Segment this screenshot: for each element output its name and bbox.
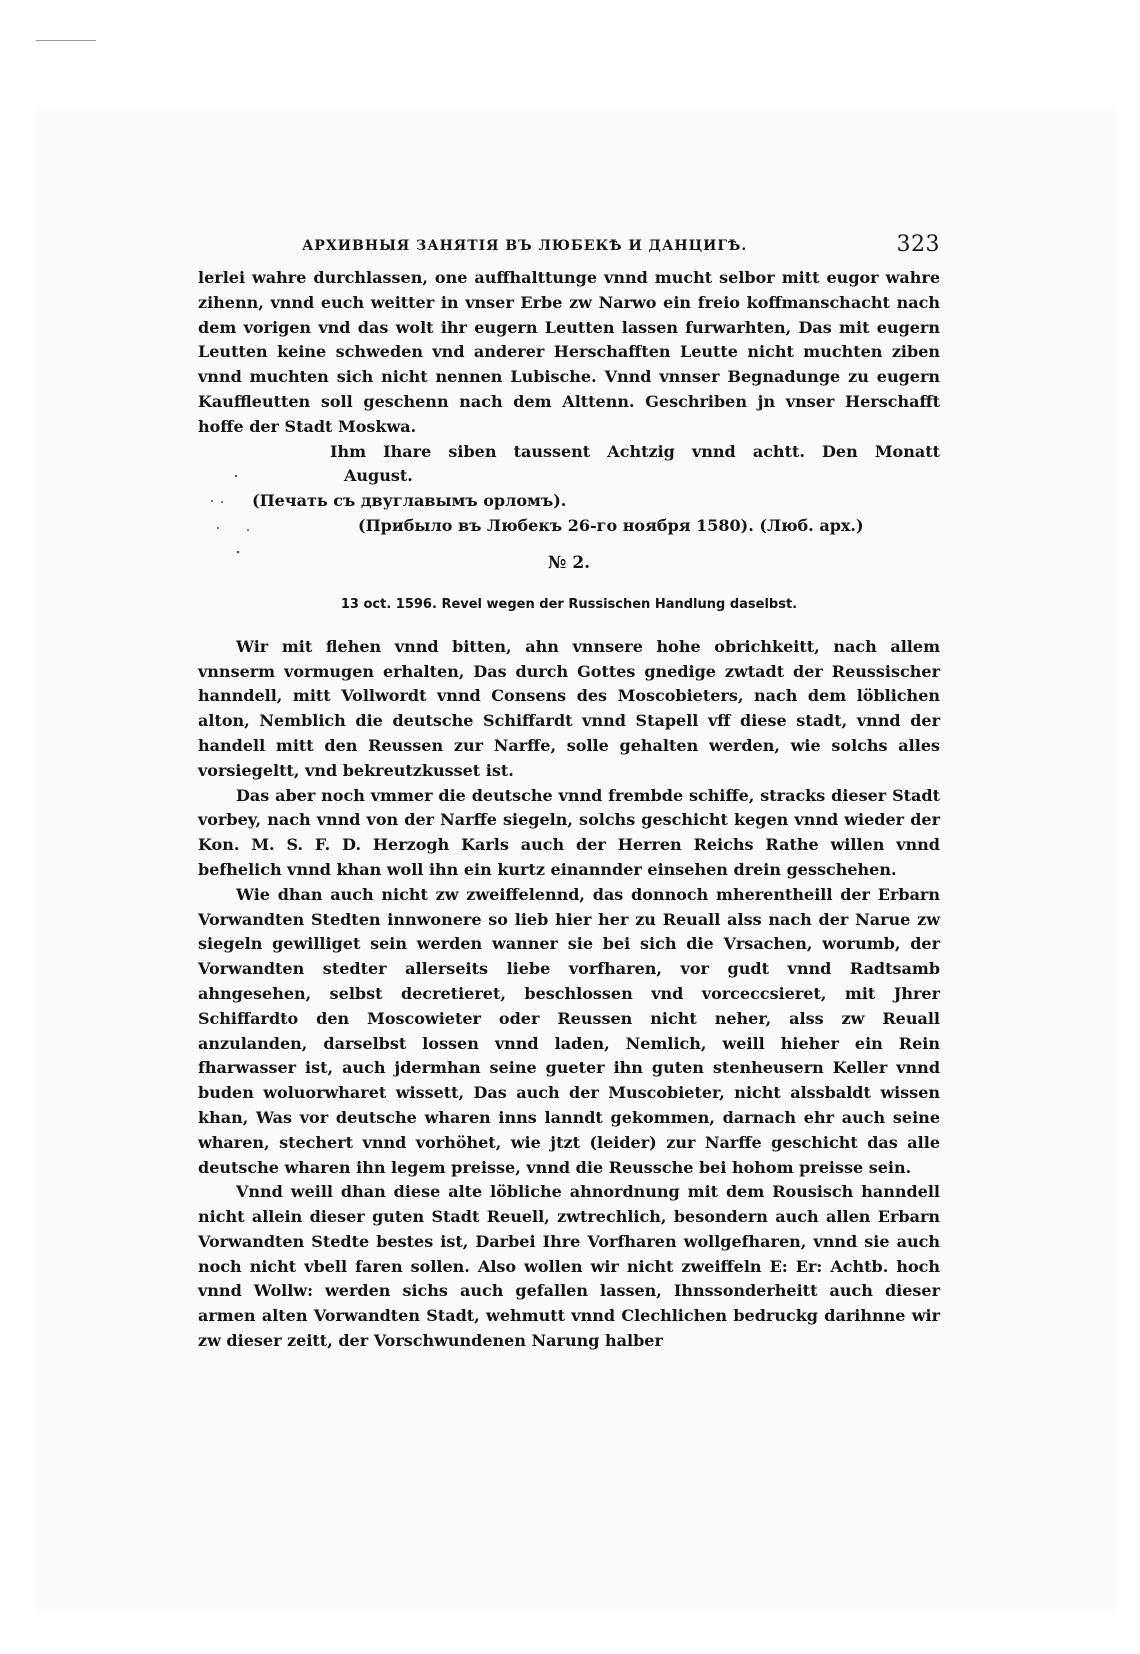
document-1 [198, 266, 940, 539]
document-2 [198, 551, 940, 1354]
running-head [198, 232, 940, 262]
document-heading: 13 oct. 1596. Revel wegen der Russischen Handlung daselbst. [340, 596, 798, 612]
date-line: Ihm Ihare siben taussent Achtzig vnnd achtt. Den Monatt [330, 441, 940, 461]
document-number: № 2. [547, 552, 591, 573]
paragraph: Das aber noch vmmer die deutsche vnnd frembde schiffe, stracks dieser Stadt vorbey, nach vnnd von der Narffe siegeln, solchs geschicht kegen vnnd wieder der Kon. M. S. F. D. Herzogh Karls auch der Herren Reichs Rathe willen vnnd befhelich vnnd khan woll ihn ein kurtz einannder einsehen drein gesschehen. [198, 785, 940, 879]
paragraph: Vnnd weill dhan diese alte löbliche ahnordnung mit dem Rousisch hanndell nicht allein dieser guten Stadt Reuell, zwtrechlich, besondern auch allen Erbarn Vorwandten Stedte bestes ist, Darbei Ihre Vorfharen wollgefharen, vnnd sie auch noch nicht vbell faren sollen. Also wollen wir nicht zweiffeln E: Er: Achtb. hoch vnnd Wollw: werden sichs auch gefallen lassen, Ihnssonderheitt auch dieser armen alten Vorwandten Stadt, wehmutt vnnd Clechlichen bedruckg darihnne wir zw dieser zeitt, der Vorschwundenen Narung halber [198, 1182, 940, 1351]
paragraph: Wie dhan auch nicht zw zweiffelennd, das donnoch mherentheill der Erbarn Vorwandten Stedten innwonere so lieb hier her zu Reuall alss nach der Narue zw siegeln gewilliget sein werden wanner sie bei sich die Vrsachen, worumb, der Vorwandten stedter allerseits liebe vorfharen, vor gudt vnnd Radtsamb ahngesehen, selbst decretieret, beschlossen vnd vorceccsieret, mit Jhrer Schiffardto den Moscowieter oder Reussen nicht neher, alss zw Reuall anzulanden, darselbst lossen vnnd laden, Nemlich, weill hieher ein Rein fharwasser ist, auch jdermhan seine gueter ihn guten stenheusern Keller vnnd buden woluorwharet wissett, Das auch der Muscobieter, nicht alssbaldt wissen khan, Was vor deutsche wharen inns lanndt gekommen, darnach ehr auch seine wharen, stechert vnnd vorhöhet, wie jtzt (leider) zur Narffe geschicht das alle deutsche wharen ihn legem preisse, vnnd die Reussche bei hohom preisse sein. [198, 884, 940, 1177]
arrival-note: (Прибыло въ Любекъ 26-го ноября 1580). (Люб. арх.) [358, 515, 864, 535]
paragraph: Wir mit flehen vnnd bitten, ahn vnnsere hohe obrichkeitt, nach allem vnnserm vormugen erhalten, Das durch Gottes gnedige zwtadt der Reussischer hanndell, mitt Vollwordt vnnd Consens des Moscobieters, nach dem löblichen alton, Nemblich die deutsche Schiffardt vnnd Stapell vff diese stadt, vnnd der handell mitt den Reussen zur Narffe, solle gehalten werden, wie solchs alles vorsiegeltt, vnd bekreutzkusset ist. [198, 636, 940, 780]
document-1-text: lerlei wahre durchlassen, one auffhalttunge vnnd mucht selbor mitt eugor wahre zihenn, vnnd euch weitter in vnser Erbe zw Narwo ein freio koffmanschacht nach dem vorigen vnd das wolt ihr eugern Leutten lassen furwarhten, Das mit eugern Leutten keine schweden vnd anderer Herschafften Leutte nicht muchten ziben vnnd muchten sich nicht nennen Lubische. Vnnd vnnser Begnadunge zu eugern Kauffleutten soll geschenn nach dem Alttenn. Geschriben jn vnser Herschafft hoffe der Stadt Moskwa. [198, 268, 940, 436]
document-2-body [198, 635, 940, 1354]
date-line-month: August. [344, 466, 413, 486]
running-title: АРХИВНЫЯ ЗАНЯТІЯ ВЪ ЛЮБЕКѢ И ДАНЦИГѢ. [302, 238, 748, 254]
book-page [198, 232, 940, 1354]
seal-note: (Печать съ двуглавымъ орломъ). [252, 491, 567, 511]
scan-edge-mark [36, 40, 96, 41]
page-number: 323 [896, 232, 940, 257]
